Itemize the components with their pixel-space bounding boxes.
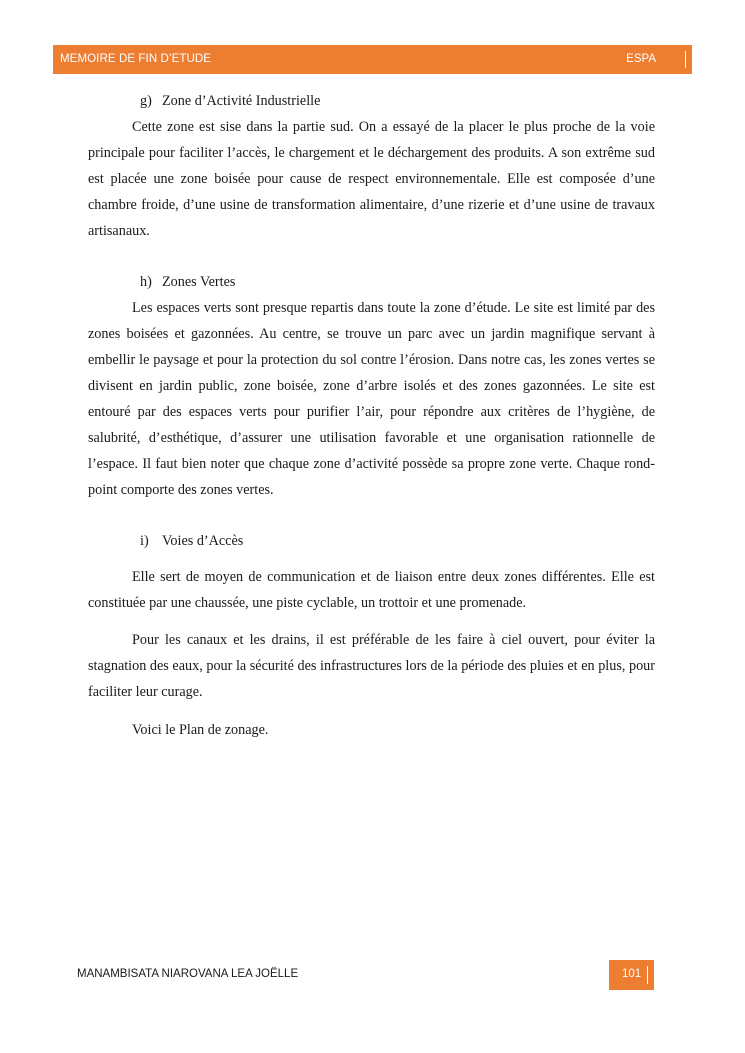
section-heading-green-zones — [88, 271, 655, 293]
section-marker: i) — [140, 533, 149, 549]
paragraph: Cette zone est sise dans la partie sud. On a essayé de la placer le plus proche de la voie principale pour faciliter l’accès, le chargement et le déchargement des produits. A son extrême sud est placée une zone boisée pour cause de respect environnementale. Elle est composée d’une chambre froide, d’une usine de transformation alimentaire, d’une rizerie et d’une usine de travaux artisanaux. — [88, 119, 655, 239]
section-title: Voies d’Accès — [162, 533, 244, 549]
paragraph: Voici le Plan de zonage. — [132, 722, 269, 738]
paragraph: Pour les canaux et les drains, il est préférable de les faire à ciel ouvert, pour éviter la stagnation des eaux, pour la sécurité des infrastructures lors de la période des pluies et en plus, pour faciliter leur curage. — [88, 632, 655, 700]
page-number-box — [609, 960, 654, 990]
footer-author: MANAMBISATA NIAROVANA LEA JOËLLE — [77, 968, 299, 980]
section-title: Zones Vertes — [162, 274, 236, 290]
section-marker: g) — [140, 93, 152, 109]
page-header — [53, 45, 692, 74]
section-heading-access-roads — [88, 530, 655, 552]
section-marker: h) — [140, 274, 152, 290]
page-number: 101 — [622, 968, 642, 980]
section-heading-industrial-zone — [88, 90, 655, 112]
page-number-divider — [647, 966, 648, 984]
header-title: MEMOIRE DE FIN D’ETUDE — [60, 53, 212, 65]
header-divider — [685, 51, 686, 68]
section-title: Zone d’Activité Industrielle — [162, 93, 321, 109]
header-institution: ESPA — [626, 53, 656, 65]
document-body — [88, 90, 655, 743]
paragraph: Les espaces verts sont presque repartis dans toute la zone d’étude. Le site est limité par des zones boisées et gazonnées. Au centre, se trouve un parc avec un jardin magnifique servant à embellir le paysage et pour la protection du sol contre l’érosion. Dans notre cas, les zones vertes se divisent en jardin public, zone boisée, zone d’arbre isolés et des zones gazonnées. Le site est entouré par des espaces verts pour purifier l’air, pour répondre aux critères de l’hygiène, de salubrité, d’esthétique, d’assurer une utilisation favorable et une organisation rationnelle de l’espace. Il faut bien noter que chaque zone d’activité possède sa propre zone verte. Chaque rond-point comporte des zones vertes. — [88, 300, 655, 498]
paragraph: Elle sert de moyen de communication et de liaison entre deux zones différentes. Elle est constituée par une chaussée, une piste cyclable, un trottoir et une promenade. — [88, 569, 655, 611]
